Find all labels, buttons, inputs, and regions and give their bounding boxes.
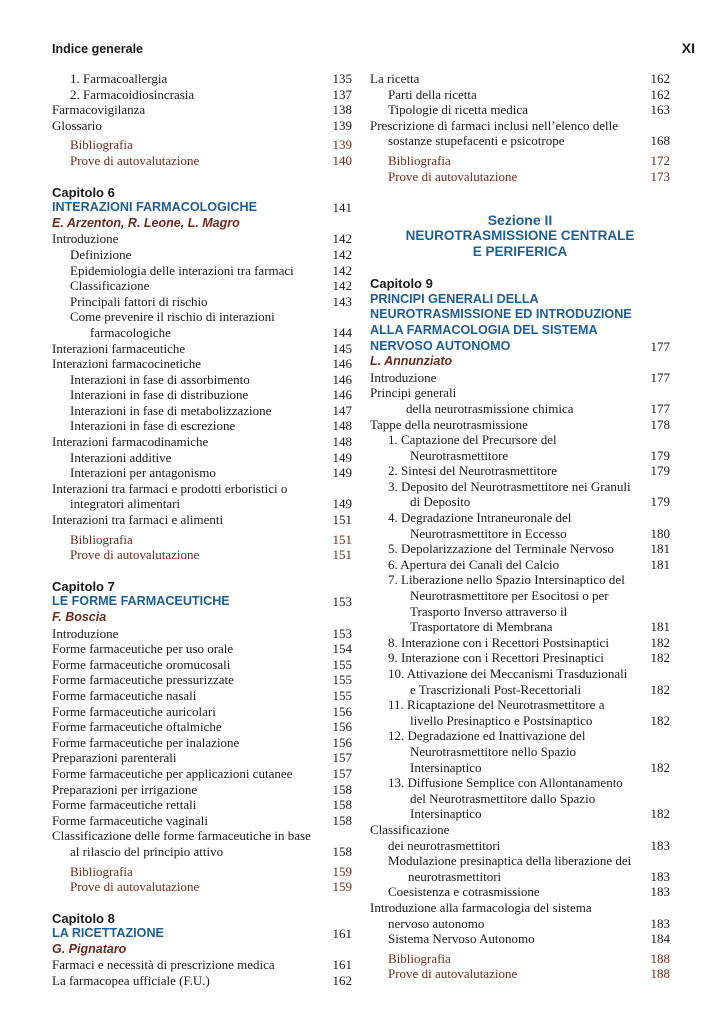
- toc-entry: Farmaci e necessità di prescrizione medica 161: [52, 957, 352, 973]
- toc-entry: Introduzione alla farmacologia del sistema nervoso autonomo 183: [370, 899, 670, 931]
- toc-entry: Come prevenire il rischio di interazioni farmacologiche 144: [70, 309, 352, 340]
- toc-entry: dei neurotrasmettitori 183: [388, 837, 670, 853]
- toc-entry: 12. Degradazione ed Inattivazione del Neurotrasmettitore nello Spazio Intersinaptico 182: [388, 728, 670, 775]
- toc-entry: Interazioni per antagonismo 149: [70, 465, 352, 481]
- self-assessment-entry: Prove di autovalutazione 159: [70, 879, 352, 895]
- toc-entry: Interazioni farmaceutiche 145: [52, 340, 352, 356]
- chapter-authors: E. Arzenton, R. Leone, L. Magro: [52, 215, 240, 230]
- toc-entry: Tappe della neurotrasmissione 178: [370, 416, 670, 432]
- toc-entry: Sistema Nervoso Autonomo 184: [388, 931, 670, 947]
- toc-entry: Tipologie di ricetta medica 163: [388, 102, 670, 118]
- toc-entry: Classificazione 142: [70, 278, 352, 294]
- section-label: Sezione II: [487, 212, 553, 229]
- toc-entry: Preparazioni parenterali 157: [52, 750, 352, 766]
- toc-left-column: [52, 71, 352, 989]
- chapter-authors: G. Pignataro: [52, 941, 127, 956]
- toc-entry: Definizione 142: [70, 246, 352, 262]
- toc-entry: 9. Interazione con i Recettori Presinaptici 182: [388, 650, 670, 666]
- self-assessment-entry: Prove di autovalutazione 140: [70, 152, 352, 168]
- toc-entry: Interazioni tra farmaci e alimenti 151: [52, 512, 352, 528]
- toc-entry: Interazioni farmacodinamiche 148: [52, 434, 352, 450]
- bibliography-entry: Bibliografia 159: [70, 863, 352, 879]
- toc-entry: Forme farmaceutiche oftalmiche 156: [52, 719, 352, 735]
- toc-entry: Forme farmaceutiche nasali 155: [52, 687, 352, 703]
- toc-entry: 7. Liberazione nello Spazio Intersinaptico del Neurotrasmettitore per Esocitosi o per Trasporto Inverso attraverso il Trasportatore di Membrana 181: [388, 572, 670, 635]
- toc-entry: Forme farmaceutiche auricolari 156: [52, 703, 352, 719]
- chapter-title: LA RICETTAZIONE 161: [52, 926, 352, 942]
- toc-entry: 13. Diffusione Semplice con Allontanamento del Neurotrasmettitore dallo Spazio Intersinaptico 182: [388, 775, 670, 822]
- toc-entry: Principali fattori di rischio 143: [70, 293, 352, 309]
- toc-entry: Principi generali: [370, 385, 457, 401]
- chapter-title: PRINCIPI GENERALI DELLA NEUROTRASMISSIONE ED INTRODUZIONE ALLA FARMACOLOGIA DEL SISTEMA NERVOSO AUTONOMO 177: [370, 291, 670, 354]
- chapter-authors: L. Annunziato: [370, 354, 453, 369]
- toc-entry: Interazioni in fase di escrezione 148: [70, 418, 352, 434]
- toc-entry: Forme farmaceutiche per inalazione 156: [52, 734, 352, 750]
- toc-entry: Parti della ricetta 162: [388, 86, 670, 102]
- toc-entry: 4. Degradazione Intraneuronale del Neurotrasmettitore in Eccesso 180: [388, 510, 670, 541]
- running-header: Indice generale: [52, 42, 144, 56]
- bibliography-entry: Bibliografia 151: [70, 531, 352, 547]
- toc-entry: 1. Farmacoallergia 135: [70, 71, 352, 86]
- toc-entry: Preparazioni per irrigazione 158: [52, 781, 352, 797]
- toc-entry: La farmacopea ufficiale (F.U.) 162: [52, 973, 352, 989]
- chapter-title: LE FORME FARMACEUTICHE 153: [52, 594, 352, 610]
- toc-entry: della neurotrasmissione chimica 177: [406, 400, 670, 416]
- toc-entry: Interazioni in fase di distribuzione 146: [70, 387, 352, 403]
- toc-entry: Interazioni tra farmaci e prodotti erboristici o integratori alimentari 149: [52, 480, 352, 512]
- toc-entry: Interazioni additive 149: [70, 449, 352, 465]
- chapter-title: INTERAZIONI FARMACOLOGICHE 141: [52, 200, 352, 216]
- toc-entry: 8. Interazione con i Recettori Postsinaptici 182: [388, 634, 670, 650]
- toc-entry: Prescrizione di farmaci inclusi nell’elenco delle sostanze stupefacenti e psicotrope 168: [370, 117, 670, 149]
- section-title-line-1: NEUROTRASMISSIONE CENTRALE: [405, 228, 635, 244]
- chapter-label: Capitolo 6: [52, 184, 115, 200]
- self-assessment-entry: Prove di autovalutazione 173: [388, 168, 670, 184]
- toc-entry: Forme farmaceutiche vaginali 158: [52, 812, 352, 828]
- bibliography-entry: Bibliografia 188: [388, 950, 670, 966]
- toc-entry: 5. Depolarizzazione del Terminale Nervoso 181: [388, 541, 670, 557]
- toc-entry: Classificazione: [370, 821, 450, 837]
- toc-entry: 1. Captazione del Precursore del Neurotrasmettitore 179: [388, 432, 670, 463]
- bibliography-entry: Bibliografia 172: [388, 152, 670, 168]
- toc-entry: Introduzione 142: [52, 231, 352, 247]
- toc-entry: Introduzione 153: [52, 625, 352, 641]
- self-assessment-entry: Prove di autovalutazione 188: [388, 966, 670, 982]
- toc-entry: 11. Ricaptazione del Neurotrasmettitore a livello Presinaptico e Postsinaptico 182: [388, 697, 670, 728]
- toc-entry: La ricetta 162: [370, 71, 670, 86]
- toc-entry: Forme farmaceutiche per applicazioni cutanee 157: [52, 765, 352, 781]
- toc-entry: Classificazione delle forme farmaceutiche in base al rilascio del principio attivo 158: [52, 828, 352, 859]
- toc-entry: 3. Deposito del Neurotrasmettitore nei Granuli di Deposito 179: [388, 478, 670, 510]
- toc-entry: Forme farmaceutiche pressurizzate 155: [52, 672, 352, 688]
- chapter-label: Capitolo 8: [52, 910, 115, 926]
- toc-right-column: [370, 71, 670, 982]
- toc-entry: Epidemiologia delle interazioni tra farmaci 142: [70, 262, 352, 278]
- page-number: XI: [681, 40, 695, 56]
- section-title-line-2: E PERIFERICA: [472, 244, 568, 260]
- toc-entry: Modulazione presinaptica della liberazione dei neurotrasmettitori 183: [388, 853, 670, 884]
- toc-entry: Interazioni farmacocinetiche 146: [52, 356, 352, 372]
- toc-entry: Farmacovigilanza 138: [52, 102, 352, 118]
- toc-entry: Coesistenza e cotrasmissione 183: [388, 884, 670, 900]
- toc-entry: Glossario 139: [52, 117, 352, 133]
- toc-entry: 6. Apertura dei Canali del Calcio 181: [388, 556, 670, 572]
- chapter-label: Capitolo 9: [370, 276, 433, 292]
- chapter-label: Capitolo 7: [52, 578, 115, 594]
- toc-entry: Forme farmaceutiche per uso orale 154: [52, 641, 352, 657]
- toc-entry: Interazioni in fase di assorbimento 146: [70, 371, 352, 387]
- bibliography-entry: Bibliografia 139: [70, 137, 352, 153]
- toc-entry: Interazioni in fase di metabolizzazione 147: [70, 402, 352, 418]
- chapter-authors: F. Boscia: [52, 610, 107, 624]
- toc-entry: Forme farmaceutiche oromucosali 155: [52, 656, 352, 672]
- toc-entry: 2. Sintesi del Neurotrasmettitore 179: [388, 463, 670, 479]
- self-assessment-entry: Prove di autovalutazione 151: [70, 547, 352, 563]
- toc-entry: 2. Farmacoidiosincrasia 137: [70, 86, 352, 102]
- toc-entry: Introduzione 177: [370, 369, 670, 385]
- toc-entry: 10. Attivazione dei Meccanismi Trasduzionali e Trascrizionali Post-Recettoriali 182: [388, 666, 670, 697]
- toc-entry: Forme farmaceutiche rettali 158: [52, 797, 352, 813]
